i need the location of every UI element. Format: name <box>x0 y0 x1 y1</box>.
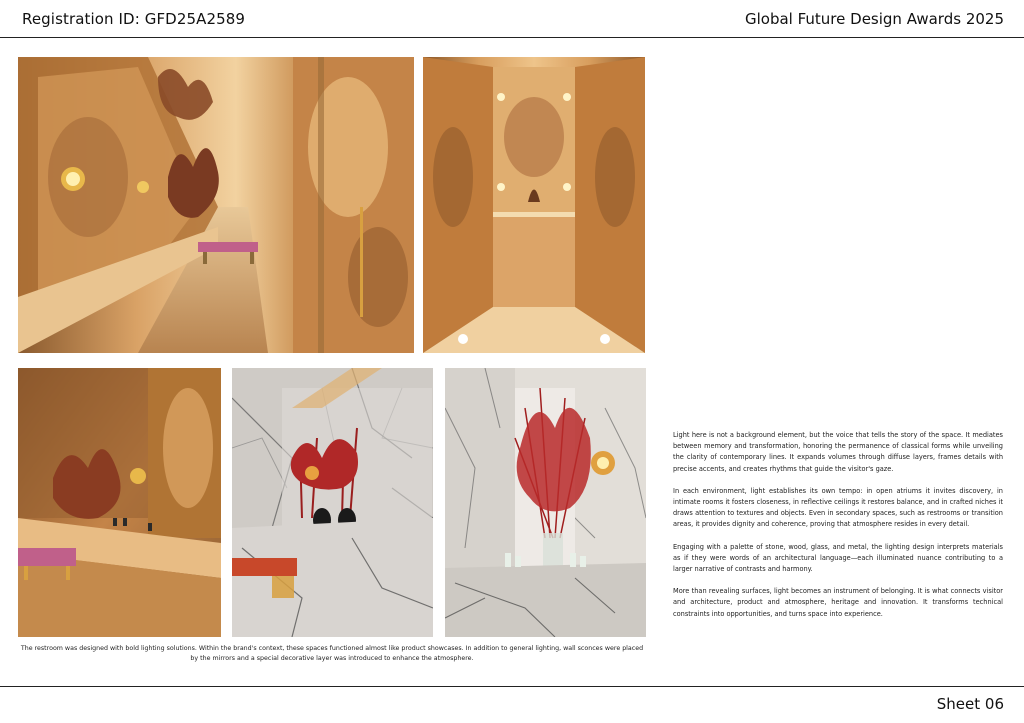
narrative-paragraph: More than revealing surfaces, light becomes an instrument of belonging. It is what connects visitor and architecture, product and atmosphere, heritage and innovation. It transforms technical constraints into opportunities, and turns space into experience. <box>673 587 1003 618</box>
header-divider <box>0 37 1024 38</box>
photo-onyx-vanity <box>18 368 221 637</box>
photo-marble-vanity <box>232 368 433 637</box>
narrative-paragraph: In each environment, light establishes its own tempo: in open atriums it invites discovery, in intimate rooms it fosters closeness, in reflective ceilings it restores balance, and in crafted niches it draws attention to textures and objects. Even in secondary spaces, such as restrooms or transition areas, it provides dignity and coherence, proving that atmosphere resides in every detail. <box>673 486 1003 529</box>
registration-id: Registration ID: GFD25A2589 <box>22 10 246 28</box>
photo-marble-counter <box>445 368 646 637</box>
photo-onyx-niche <box>423 57 645 353</box>
awards-title: Global Future Design Awards 2025 <box>744 10 1004 28</box>
sheet-header <box>0 0 1024 38</box>
sheet-number: Sheet 06 <box>936 695 1004 713</box>
photo-restroom-corridor <box>18 57 414 353</box>
footer-divider <box>0 686 1024 687</box>
narrative-paragraph: Light here is not a background element, but the voice that tells the story of the space. It mediates between memory and transformation, honoring the permanence of classical forms while unveiling the clarity of contemporary lines. It expands volumes through diffuse layers, frames details with precise accents, and creates rhythms that guide the visitor's gaze. <box>673 431 1003 473</box>
narrative-paragraph: Engaging with a palette of stone, wood, glass, and metal, the lighting design interprets materials as if they were words of an architectural language—each illuminated nuance contributing to a larger narrative of contrasts and harmony. <box>673 542 1003 574</box>
photo-caption: The restroom was designed with bold lighting solutions. Within the brand's context, these spaces functioned almost like product showcases. In addition to general lighting, wall sconces were placed by the mirrors and a special decorative layer was introduced to enhance the atmosphere. <box>20 645 644 662</box>
design-narrative <box>673 430 1003 631</box>
